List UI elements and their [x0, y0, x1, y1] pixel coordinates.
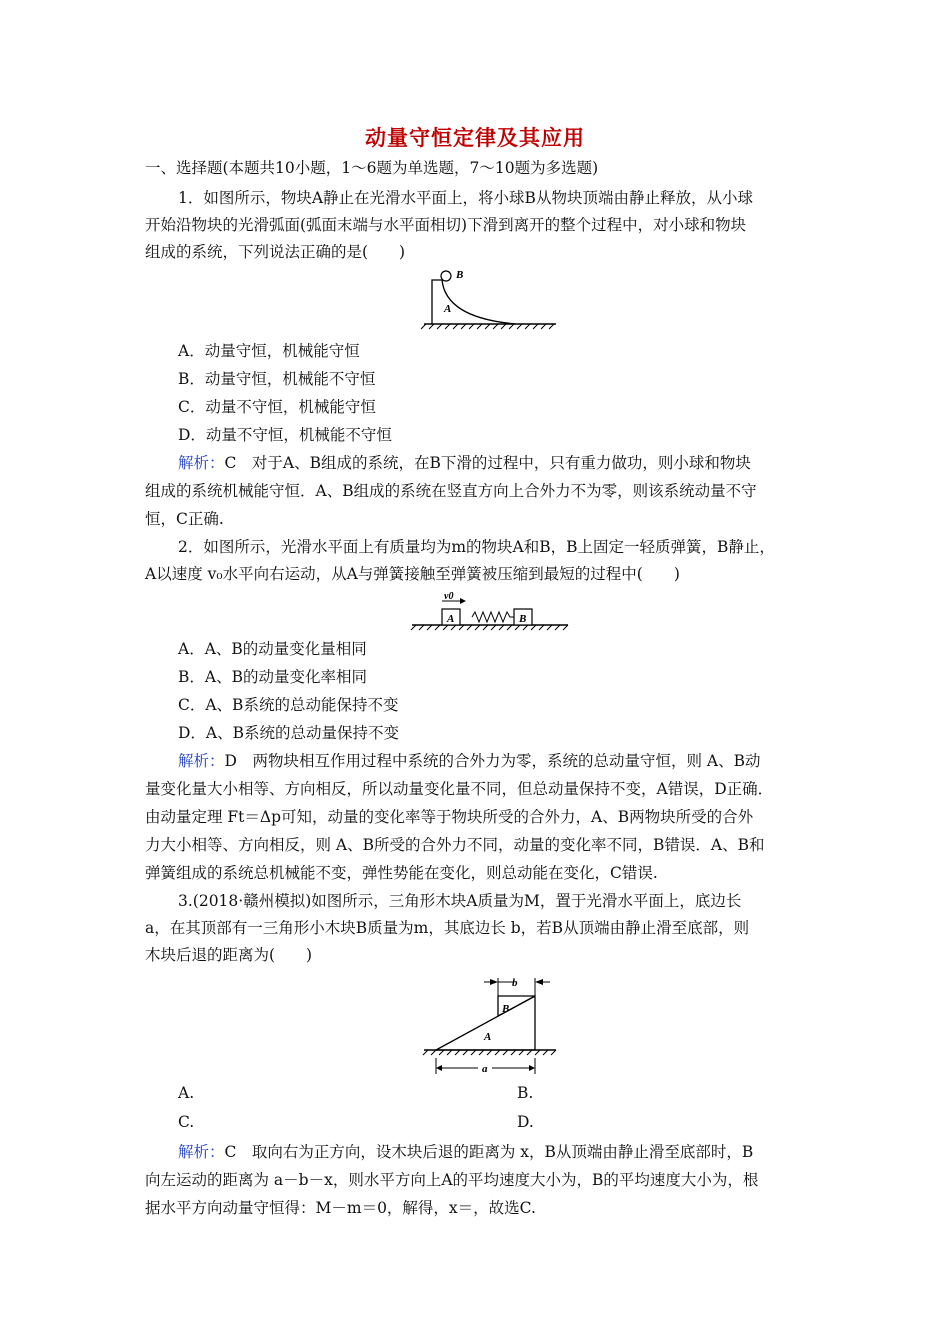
q1-option-b: B．动量守恒，机械能不守恒	[178, 370, 376, 388]
q3-stem-line: 3.(2018·赣州模拟)如图所示，三角形木块A质量为M，置于光滑水平面上，底边长	[178, 892, 742, 910]
analysis-label: 解析：	[178, 454, 225, 472]
q1-stem-line: 组成的系统，下列说法正确的是( )	[145, 243, 406, 261]
q3-stem-line: 木块后退的距离为( )	[145, 946, 313, 964]
q1-analysis-line: 恒，C正确.	[145, 510, 224, 528]
q2-analysis-line	[178, 750, 838, 772]
analysis-label: 解析：	[178, 752, 225, 770]
q2-label-b: B	[519, 613, 527, 625]
q2-label-v0: v0	[444, 592, 454, 602]
q3-label-b: B	[502, 1003, 510, 1015]
q3-stem-line: a，在其顶部有一三角形小木块B质量为m，其底边长 b，若B从顶端由静止滑至底部，则	[145, 919, 750, 937]
analysis-label: 解析：	[178, 1143, 225, 1161]
q1-option-c: C．动量不守恒，机械能守恒	[178, 398, 376, 416]
analysis-text: C 取向右为正方向，设木块后退的距离为 x，B从顶端由静止滑至底部时，B	[224, 1143, 754, 1161]
q3-dim-b: b	[512, 977, 518, 989]
q3-analysis-line	[178, 1141, 838, 1163]
q2-option-d: D．A、B系统的总动量保持不变	[178, 724, 400, 742]
q2-option-b: B．A、B的动量变化率相同	[178, 668, 367, 686]
q3-option-c: C.	[178, 1113, 195, 1131]
q1-option-a: A．动量守恒，机械能守恒	[178, 342, 360, 360]
q2-analysis-line: 力大小相等、方向相反，则 A、B所受的合外力不同，动量的变化率不同，B错误．A、B和	[145, 836, 765, 854]
q3-analysis-line: 向左运动的距离为 a－b－x，则水平方向上A的平均速度大小为，B的平均速度大小为，根	[145, 1171, 759, 1189]
q2-figure-spring-blocks	[410, 592, 570, 634]
q2-option-a: A．A、B的动量变化量相同	[178, 640, 367, 658]
q1-label-b: B	[456, 269, 464, 281]
q1-option-d: D．动量不守恒，机械能不守恒	[178, 426, 392, 444]
analysis-text: C 对于A、B组成的系统，在B下滑的过程中，只有重力做功，则小球和物块	[224, 454, 751, 472]
q2-option-c: C．A、B系统的总动能保持不变	[178, 696, 399, 714]
q3-analysis-line: 据水平方向动量守恒得：M－m＝0，解得，x＝，故选C.	[145, 1199, 536, 1217]
q1-label-a: A	[444, 303, 452, 315]
page-title: 动量守恒定律及其应用	[365, 125, 585, 150]
q2-analysis-line: 量变化量大小相等、方向相反，所以动量变化量不同，但总动量保持不变，A错误，D正确．	[145, 780, 774, 798]
q2-stem-line: A以速度 v₀水平向右运动，从A与弹簧接触至弹簧被压缩到最短的过程中( )	[145, 565, 680, 583]
q3-option-d: D.	[517, 1113, 534, 1131]
q1-stem-line: 1．如图所示，物块A静止在光滑水平面上，将小球B从物块顶端由静止释放，从小球	[178, 189, 753, 207]
q3-option-a: A.	[178, 1084, 195, 1102]
q1-analysis-line	[178, 452, 838, 474]
q3-figure-triangle-blocks	[420, 972, 560, 1084]
analysis-text: D 两物块相互作用过程中系统的合外力为零，系统的总动量守恒，则 A、B动	[224, 752, 761, 770]
q3-label-a: A	[484, 1031, 492, 1043]
q1-figure-curved-block	[420, 266, 560, 330]
q1-analysis-line: 组成的系统机械能守恒．A、B组成的系统在竖直方向上合外力不为零，则该系统动量不守	[145, 482, 757, 500]
section-header: 一、选择题(本题共10小题，1～6题为单选题，7～10题为多选题)	[145, 159, 599, 177]
q1-stem-line: 开始沿物块的光滑弧面(弧面末端与水平面相切)下滑到离开的整个过程中，对小球和物块	[145, 216, 747, 234]
q2-stem-line: 2．如图所示，光滑水平面上有质量均为m的物块A和B，B上固定一轻质弹簧，B静止，	[178, 538, 775, 556]
q3-dim-a: a	[482, 1063, 488, 1075]
q2-analysis-line: 由动量定理 Ft＝Δp可知，动量的变化率等于物块所受的合外力，A、B两物块所受的合外	[145, 808, 754, 826]
q2-label-a: A	[447, 613, 455, 625]
q2-analysis-line: 弹簧组成的系统总机械能不变，弹性势能在变化，则总动能在变化，C错误.	[145, 864, 658, 882]
q3-option-b: B.	[517, 1084, 534, 1102]
